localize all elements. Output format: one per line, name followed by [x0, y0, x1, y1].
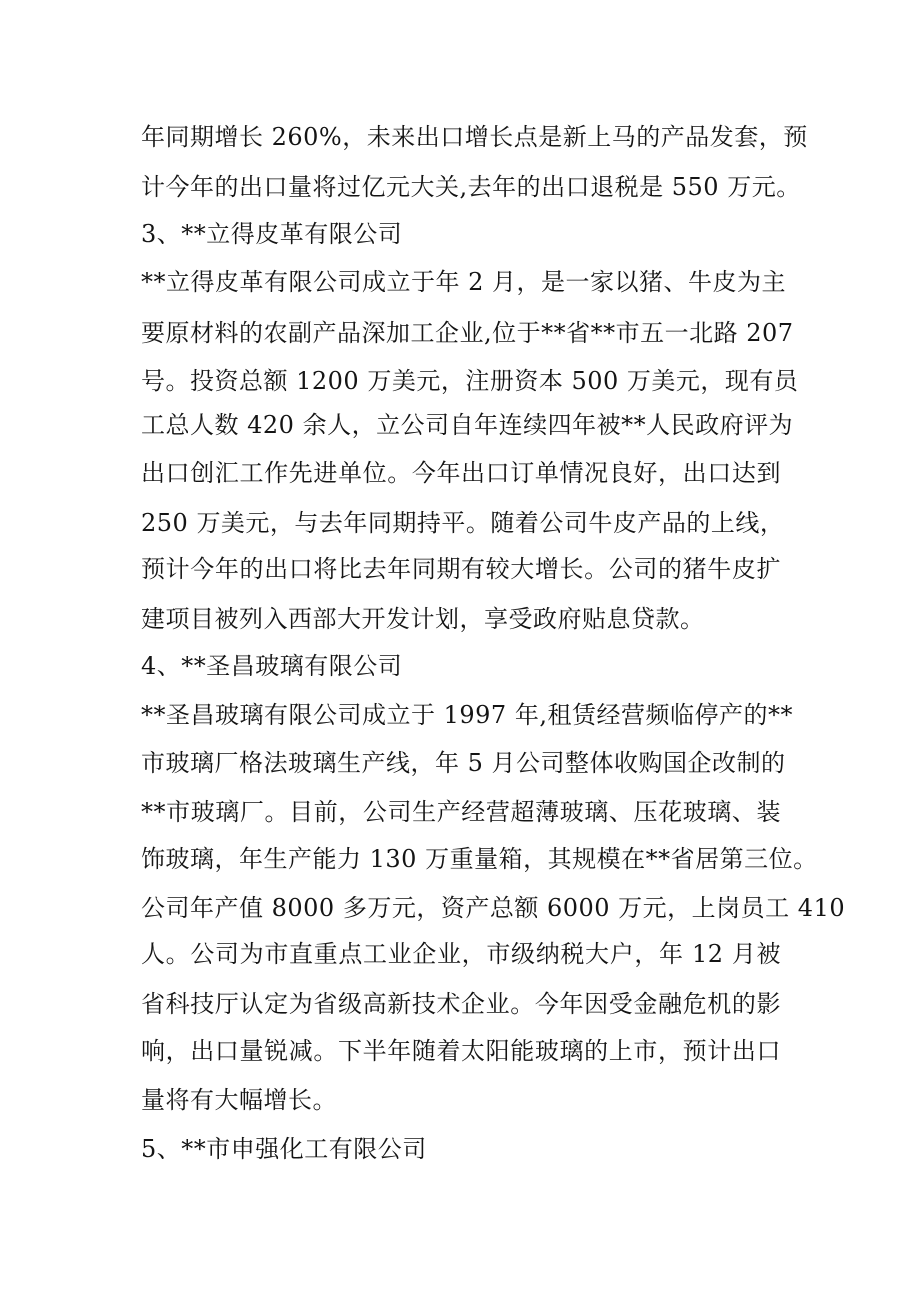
paragraph-line: **市玻璃厂。目前，公司生产经营超薄玻璃、压花玻璃、装 [141, 798, 781, 826]
paragraph-line: 计今年的出口量将过亿元大关,去年的出口退税是 550 万元。 [141, 173, 801, 201]
paragraph-line: 预计今年的出口将比去年同期有较大增长。公司的猪牛皮扩 [141, 555, 781, 583]
paragraph-line: 出口创汇工作先进单位。今年出口订单情况良好，出口达到 [141, 459, 781, 487]
section-heading-4: 4、**圣昌玻璃有限公司 [141, 652, 403, 680]
paragraph-line: 250 万美元，与去年同期持平。随着公司牛皮产品的上线， [141, 509, 785, 537]
paragraph-line: 要原材料的农副产品深加工企业,位于**省**市五一北路 207 [141, 319, 794, 347]
paragraph-line: 工总人数 420 余人，立公司自年连续四年被**人民政府评为 [141, 411, 794, 439]
paragraph-line: 号。投资总额 1200 万美元，注册资本 500 万美元，现有员 [141, 367, 799, 395]
section-heading-3: 3、**立得皮革有限公司 [141, 220, 403, 248]
paragraph-line: 公司年产值 8000 多万元，资产总额 6000 万元，上岗员工 410 [141, 894, 846, 922]
section-heading-5: 5、**市申强化工有限公司 [141, 1135, 427, 1163]
paragraph-line: 饰玻璃，年生产能力 130 万重量箱，其规模在**省居第三位。 [141, 845, 818, 873]
paragraph-line: **立得皮革有限公司成立于年 2 月，是一家以猪、牛皮为主 [141, 268, 787, 296]
paragraph-line: 建项目被列入西部大开发计划，享受政府贴息贷款。 [141, 605, 705, 633]
paragraph-line: 响，出口量锐减。下半年随着太阳能玻璃的上市，预计出口 [141, 1037, 781, 1065]
paragraph-line: 省科技厅认定为省级高新技术企业。今年因受金融危机的影 [141, 990, 781, 1018]
paragraph-line: 年同期增长 260%，未来出口增长点是新上马的产品发套，预 [141, 123, 808, 151]
paragraph-line: 市玻璃厂格法玻璃生产线，年 5 月公司整体收购国企改制的 [141, 749, 786, 777]
paragraph-line: 量将有大幅增长。 [141, 1086, 337, 1114]
paragraph-line: 人。公司为市直重点工业企业，市级纳税大户，年 12 月被 [141, 940, 781, 968]
paragraph-line: **圣昌玻璃有限公司成立于 1997 年,租赁经营频临停产的** [141, 701, 793, 729]
